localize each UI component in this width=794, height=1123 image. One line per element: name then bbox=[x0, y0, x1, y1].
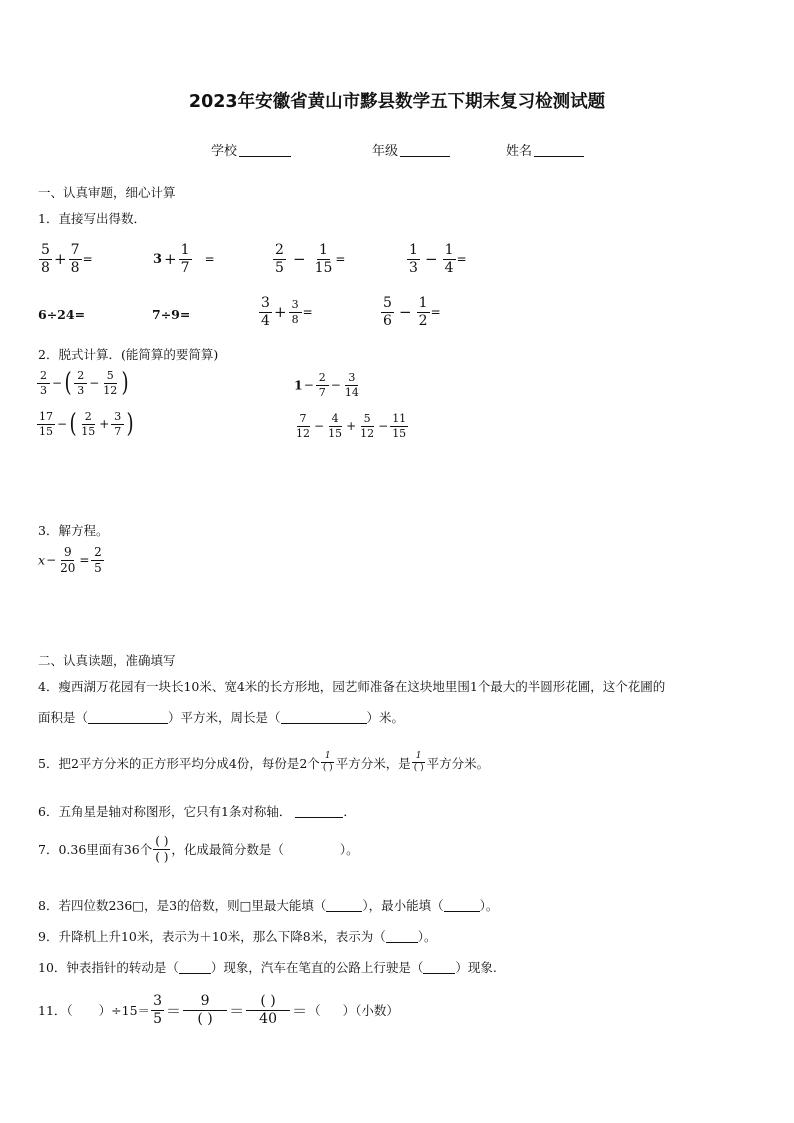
fraction: $\frac{3}{4}$ bbox=[259, 296, 272, 328]
fraction: $\frac{1}{3}$ bbox=[407, 243, 420, 275]
q6: 6．五角星是轴对称图形，它只有1条对称轴． ． bbox=[38, 804, 356, 819]
fraction: $\frac{1}{2}$ bbox=[417, 296, 430, 328]
q2-label: 2．脱式计算．(能简算的要简算) bbox=[38, 347, 219, 362]
q1-item-5: 6÷24= bbox=[38, 307, 86, 322]
fraction: $\frac{7}{8}$ bbox=[69, 243, 82, 275]
fraction: $\frac{3}{8}$ bbox=[289, 299, 302, 325]
section2-heading: 二、认真读题，准确填写 bbox=[38, 653, 176, 668]
fraction: $\frac{5}{6}$ bbox=[381, 296, 394, 328]
q1-item-3: $\frac{2}{5}$ − $\frac{1}{15}$ = bbox=[272, 243, 345, 275]
school-field bbox=[211, 140, 291, 159]
q11: 11．（ ）÷15＝ $\frac{3}{5}$ ＝ 9 ( ) ＝ ( ) 40 ＝（ ）（小数） bbox=[38, 993, 399, 1027]
q4-line1: 4．瘦西湖万花园有一块长10米、宽4米的长方形地，园艺师准备在这块地里围1个最大的半圆形花圃，这个花圃的 bbox=[38, 679, 666, 694]
school-label: 学校 bbox=[211, 144, 238, 159]
q9: 9．升降机上升10米，表示为＋10米，那么下降8米，表示为（ ）。 bbox=[38, 929, 437, 944]
fraction: $\frac{1}{15}$ bbox=[314, 242, 333, 276]
fraction: $\frac{1}{7}$ bbox=[179, 243, 192, 275]
q1-item-2: 3 + $\frac{1}{7}$ = bbox=[153, 242, 215, 276]
q1-item-7: $\frac{3}{4}$ + $\frac{3}{8}$ = bbox=[258, 296, 313, 328]
q8-blank-max[interactable] bbox=[326, 911, 362, 912]
q2-expr-4: $\frac{7}{12}$ − $\frac{4}{15}$ + $\frac{5}{12}$ − $\frac{11}{15}$ bbox=[296, 412, 407, 440]
q10-blank-1[interactable] bbox=[179, 973, 211, 974]
q10-blank-2[interactable] bbox=[423, 973, 455, 974]
q3-equation: x− $\frac{9}{20}$ = $\frac{2}{5}$ bbox=[38, 546, 105, 574]
fraction: $\frac{5}{8}$ bbox=[39, 243, 52, 275]
q8-blank-min[interactable] bbox=[444, 911, 480, 912]
q1-label: 1．直接写出得数． bbox=[38, 211, 146, 226]
q3-label: 3．解方程。 bbox=[38, 523, 109, 538]
q1-item-1: $\frac{5}{8}$ + $\frac{7}{8}$ = bbox=[38, 243, 93, 275]
name-blank[interactable] bbox=[534, 144, 584, 157]
q9-blank[interactable] bbox=[386, 942, 418, 943]
q4-blank-area[interactable] bbox=[88, 723, 168, 724]
grade-label: 年级 bbox=[372, 144, 399, 159]
q2-expr-1: $\frac{2}{3}$ −( $\frac{2}{3}$ − $\frac{5}{12}$ ) bbox=[36, 370, 130, 396]
grade-field bbox=[372, 140, 450, 159]
q5: 5．把2平方分米的正方形平均分成4份，每份是2个 1 ( ) 平方分米，是 1 ( ) 平方分米。 bbox=[38, 751, 490, 774]
page-title: 2023年安徽省黄山市黟县数学五下期末复习检测试题 bbox=[188, 92, 606, 112]
q4-line2: 面积是（ ）平方米，周长是（ ）米。 bbox=[38, 710, 405, 725]
q1-item-6: 7÷9= bbox=[152, 307, 191, 322]
q1-item-8: $\frac{5}{6}$ − $\frac{1}{2}$ = bbox=[380, 296, 441, 328]
q7: 7．0.36里面有36个 ( ) ( ) ，化成最简分数是（ ）。 bbox=[38, 834, 359, 864]
q4-blank-perimeter[interactable] bbox=[281, 723, 367, 724]
school-blank[interactable] bbox=[239, 144, 291, 157]
q6-blank[interactable] bbox=[295, 817, 343, 818]
section1-heading: 一、认真审题，细心计算 bbox=[38, 185, 176, 200]
q8: 8．若四位数236□，是3的倍数，则□里最大能填（ ），最小能填（ ）。 bbox=[38, 898, 499, 913]
q1-item-4: $\frac{1}{3}$ − $\frac{1}{4}$ = bbox=[406, 243, 467, 275]
fraction: $\frac{1}{4}$ bbox=[443, 243, 456, 275]
q10: 10．钟表指针的转动是（ ）现象，汽车在笔直的公路上行驶是（ ）现象. bbox=[38, 960, 497, 975]
q2-expr-2: 1− $\frac{2}{7}$ − $\frac{3}{14}$ bbox=[294, 371, 359, 399]
q2-expr-3: $\frac{17}{15}$ −( $\frac{2}{15}$ + $\frac{3}{7}$ ) bbox=[39, 409, 134, 440]
grade-blank[interactable] bbox=[400, 144, 450, 157]
fraction: $\frac{2}{5}$ bbox=[273, 243, 286, 275]
name-label: 姓名 bbox=[506, 144, 533, 159]
name-field bbox=[506, 140, 584, 159]
